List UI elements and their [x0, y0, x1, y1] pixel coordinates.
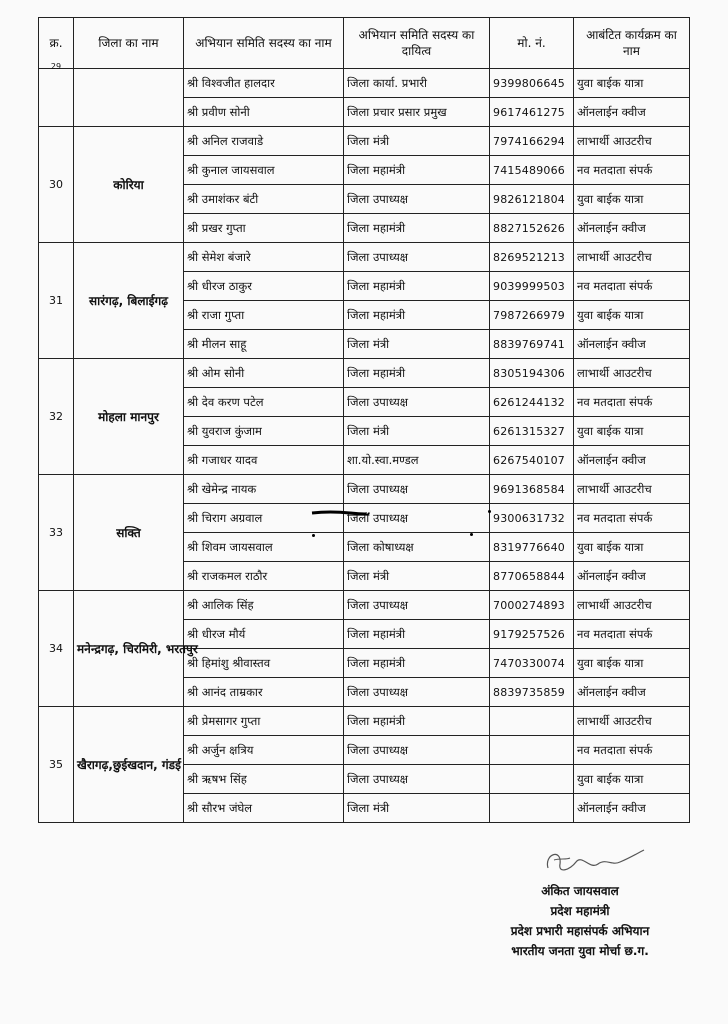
header-district: जिला का नाम — [74, 18, 184, 69]
district-cell — [74, 69, 184, 127]
campaign-committee-table — [38, 17, 690, 823]
member-role-cell: जिला उपाध्यक्ष — [344, 765, 490, 794]
member-name-cell: श्री सेमेश बंजारे — [184, 243, 344, 272]
member-name-cell: श्री अर्जुन क्षत्रिय — [184, 736, 344, 765]
member-name-cell: श्री प्रेमसागर गुप्ता — [184, 707, 344, 736]
ink-dot — [470, 533, 473, 536]
member-role-cell: जिला महामंत्री — [344, 301, 490, 330]
member-name-cell: श्री सौरभ जंघेल — [184, 794, 344, 823]
serial-number-cell: 30 — [39, 127, 74, 243]
member-name-cell: श्री प्रवीण सोनी — [184, 98, 344, 127]
mobile-cell: 8839735859 — [490, 678, 574, 707]
member-role-cell: जिला उपाध्यक्ष — [344, 388, 490, 417]
district-cell: सक्ति — [74, 475, 184, 591]
program-cell: ऑनलाईन क्वीज — [574, 678, 690, 707]
member-role-cell: जिला उपाध्यक्ष — [344, 736, 490, 765]
table-header-row — [39, 18, 690, 69]
program-cell: लाभार्थी आउटरीच — [574, 243, 690, 272]
mobile-cell: 9826121804 — [490, 185, 574, 214]
ink-strike-mark — [310, 510, 370, 516]
mobile-cell: 9039999503 — [490, 272, 574, 301]
member-name-cell: श्री मीलन साहू — [184, 330, 344, 359]
mobile-cell: 8770658844 — [490, 562, 574, 591]
ink-dot — [488, 510, 491, 513]
member-role-cell: जिला महामंत्री — [344, 272, 490, 301]
header-sn: क्र. — [39, 18, 74, 69]
table-row — [39, 707, 690, 736]
member-role-cell: जिला महामंत्री — [344, 214, 490, 243]
member-name-cell: श्री देव करण पटेल — [184, 388, 344, 417]
mobile-cell: 8305194306 — [490, 359, 574, 388]
district-cell: खैरागढ़,छुईखदान, गंडई — [74, 707, 184, 823]
member-name-cell: श्री चिराग अग्रवाल — [184, 504, 344, 533]
program-cell: युवा बाईक यात्रा — [574, 649, 690, 678]
member-role-cell: जिला उपाध्यक्ष — [344, 243, 490, 272]
member-name-cell: श्री राजकमल राठौर — [184, 562, 344, 591]
member-role-cell: जिला उपाध्यक्ष — [344, 504, 490, 533]
program-cell: ऑनलाईन क्वीज — [574, 214, 690, 243]
program-cell: युवा बाईक यात्रा — [574, 765, 690, 794]
member-name-cell: श्री खेमेन्द्र नायक — [184, 475, 344, 504]
district-cell: सारंगढ़, बिलाईगढ़ — [74, 243, 184, 359]
mobile-cell: 7000274893 — [490, 591, 574, 620]
mobile-cell: 9617461275 — [490, 98, 574, 127]
header-mobile: मो. नं. — [490, 18, 574, 69]
member-role-cell: जिला मंत्री — [344, 330, 490, 359]
member-name-cell: श्री धीरज मौर्य — [184, 620, 344, 649]
mobile-cell: 7987266979 — [490, 301, 574, 330]
header-member-name: अभियान समिति सदस्य का नाम — [184, 18, 344, 69]
signatory-role: प्रदेश प्रभारी महासंपर्क अभियान — [510, 924, 650, 938]
mobile-cell: 8269521213 — [490, 243, 574, 272]
program-cell: ऑनलाईन क्वीज — [574, 794, 690, 823]
member-role-cell: जिला महामंत्री — [344, 156, 490, 185]
program-cell: ऑनलाईन क्वीज — [574, 98, 690, 127]
table-row — [39, 69, 690, 98]
mobile-cell: 6261315327 — [490, 417, 574, 446]
program-cell: ऑनलाईन क्वीज — [574, 446, 690, 475]
serial-number-cell — [39, 62, 74, 127]
district-cell: मोहला मानपुर — [74, 359, 184, 475]
mobile-cell: 7470330074 — [490, 649, 574, 678]
serial-number-cell: 35 — [39, 707, 74, 823]
member-role-cell: जिला उपाध्यक्ष — [344, 475, 490, 504]
member-name-cell: श्री अनिल राजवाडे — [184, 127, 344, 156]
ink-dot — [312, 534, 315, 537]
program-cell: ऑनलाईन क्वीज — [574, 562, 690, 591]
member-name-cell: श्री गजाधर यादव — [184, 446, 344, 475]
table-row — [39, 127, 690, 156]
member-role-cell: जिला कोषाध्यक्ष — [344, 533, 490, 562]
program-cell: लाभार्थी आउटरीच — [574, 127, 690, 156]
mobile-cell: 9691368584 — [490, 475, 574, 504]
member-name-cell: श्री राजा गुप्ता — [184, 301, 344, 330]
handwritten-signature — [540, 840, 650, 880]
mobile-cell: 6267540107 — [490, 446, 574, 475]
table-row — [39, 591, 690, 620]
member-name-cell: श्री प्रखर गुप्ता — [184, 214, 344, 243]
member-role-cell: जिला प्रचार प्रसार प्रमुख — [344, 98, 490, 127]
program-cell: नव मतदाता संपर्क — [574, 620, 690, 649]
member-name-cell: श्री शिवम जायसवाल — [184, 533, 344, 562]
serial-number-cell: 33 — [39, 475, 74, 591]
program-cell: नव मतदाता संपर्क — [574, 272, 690, 301]
table-body — [39, 62, 690, 823]
mobile-cell — [490, 707, 574, 736]
signatory-title: प्रदेश महामंत्री — [550, 904, 610, 918]
table-row — [39, 475, 690, 504]
member-role-cell: जिला महामंत्री — [344, 649, 490, 678]
member-name-cell: श्री हिमांशु श्रीवास्तव — [184, 649, 344, 678]
member-role-cell: जिला महामंत्री — [344, 620, 490, 649]
serial-number-cell: 32 — [39, 359, 74, 475]
program-cell: लाभार्थी आउटरीच — [574, 475, 690, 504]
member-name-cell: श्री विश्वजीत हालदार — [184, 69, 344, 98]
member-role-cell: जिला मंत्री — [344, 127, 490, 156]
member-role-cell: जिला मंत्री — [344, 417, 490, 446]
member-role-cell: जिला मंत्री — [344, 562, 490, 591]
program-cell: युवा बाईक यात्रा — [574, 533, 690, 562]
mobile-cell — [490, 765, 574, 794]
program-cell: लाभार्थी आउटरीच — [574, 707, 690, 736]
member-role-cell: जिला उपाध्यक्ष — [344, 185, 490, 214]
header-program: आबंटित कार्यक्रम का नाम — [574, 18, 690, 69]
mobile-cell: 7415489066 — [490, 156, 574, 185]
member-name-cell: श्री धीरज ठाकुर — [184, 272, 344, 301]
program-cell: ऑनलाईन क्वीज — [574, 330, 690, 359]
program-cell: युवा बाईक यात्रा — [574, 301, 690, 330]
program-cell: युवा बाईक यात्रा — [574, 417, 690, 446]
member-name-cell: श्री ओम सोनी — [184, 359, 344, 388]
member-name-cell: श्री युवराज कुंजाम — [184, 417, 344, 446]
district-cell: मनेन्द्रगढ़, चिरमिरी, भरतपुर — [74, 591, 184, 707]
serial-number-cutoff: 29 — [50, 62, 62, 71]
member-name-cell: श्री आलिक सिंह — [184, 591, 344, 620]
mobile-cell: 7974166294 — [490, 127, 574, 156]
mobile-cell: 9300631732 — [490, 504, 574, 533]
member-role-cell: शा.यो.स्वा.मण्डल — [344, 446, 490, 475]
mobile-cell: 8839769741 — [490, 330, 574, 359]
mobile-cell: 9179257526 — [490, 620, 574, 649]
member-role-cell: जिला महामंत्री — [344, 359, 490, 388]
member-role-cell: जिला कार्या. प्रभारी — [344, 69, 490, 98]
program-cell: युवा बाईक यात्रा — [574, 69, 690, 98]
mobile-cell — [490, 736, 574, 765]
mobile-cell — [490, 794, 574, 823]
signatory-org: भारतीय जनता युवा मोर्चा छ.ग. — [511, 944, 649, 958]
program-cell: युवा बाईक यात्रा — [574, 185, 690, 214]
member-name-cell: श्री आनंद ताम्रकार — [184, 678, 344, 707]
program-cell: नव मतदाता संपर्क — [574, 156, 690, 185]
mobile-cell: 8319776640 — [490, 533, 574, 562]
member-name-cell: श्री कुनाल जायसवाल — [184, 156, 344, 185]
program-cell: लाभार्थी आउटरीच — [574, 591, 690, 620]
serial-number-cell: 34 — [39, 591, 74, 707]
member-name-cell: श्री ऋषभ सिंह — [184, 765, 344, 794]
member-role-cell: जिला महामंत्री — [344, 707, 490, 736]
program-cell: नव मतदाता संपर्क — [574, 736, 690, 765]
table-row — [39, 359, 690, 388]
signature-block — [440, 840, 720, 980]
mobile-cell: 8827152626 — [490, 214, 574, 243]
member-role-cell: जिला मंत्री — [344, 794, 490, 823]
header-member-role: अभियान समिति सदस्य का दायित्व — [344, 18, 490, 69]
table-row — [39, 243, 690, 272]
mobile-cell: 6261244132 — [490, 388, 574, 417]
district-cell: कोरिया — [74, 127, 184, 243]
mobile-cell: 9399806645 — [490, 69, 574, 98]
serial-number-cell: 31 — [39, 243, 74, 359]
program-cell: नव मतदाता संपर्क — [574, 388, 690, 417]
program-cell: नव मतदाता संपर्क — [574, 504, 690, 533]
member-name-cell: श्री उमाशंकर बंटी — [184, 185, 344, 214]
member-role-cell: जिला उपाध्यक्ष — [344, 591, 490, 620]
member-role-cell: जिला उपाध्यक्ष — [344, 678, 490, 707]
program-cell: लाभार्थी आउटरीच — [574, 359, 690, 388]
signatory-name: अंकित जायसवाल — [541, 884, 619, 898]
